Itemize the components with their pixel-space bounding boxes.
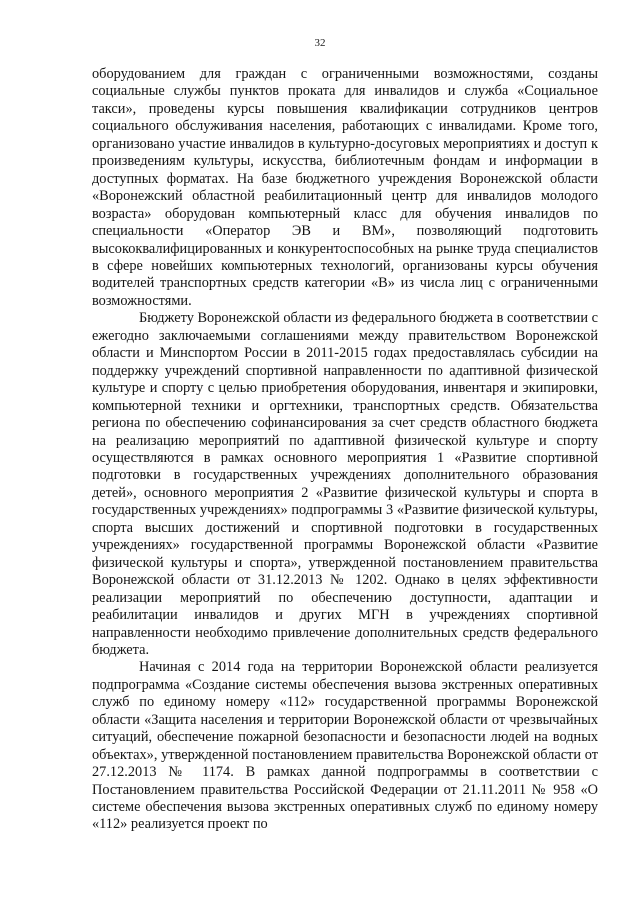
- paragraph-continuation: оборудованием для граждан с ограниченными возможностями, созданы социальные службы пунктов проката для инвалидов и служба «Социальное такси», проведены курсы повышения квалификации сотрудников центров социального обслуживания населения, работающих с инвалидами. Кроме того, организовано участие инвалидов в культурно-досуговых мероприятиях и доступ к произведениям культуры, искусства, библиотечным фондам и информации в доступных форматах. На базе бюджетного учреждения Воронежской области «Воронежский областной реабилитационный центр для инвалидов молодого возраста» оборудован компьютерный класс для обучения инвалидов по специальности «Оператор ЭВ и ВМ», позволяющий подготовить высококвалифицированных и конкурентоспособных на рынке труда специалистов в сфере новейших компьютерных технологий, организованы курсы обучения водителей транспортных средств категории «В» из числа лиц с ограниченными возможностями.: [92, 66, 598, 309]
- paragraph-112-service: Начиная с 2014 года на территории Воронежской области реализуется подпрограмма «Создание системы обеспечения вызова экстренных оперативных служб по единому номеру «112» государственной программы Воронежской области «Защита населения и территории Воронежской области от чрезвычайных ситуаций, обеспечение пожарной безопасности и безопасности людей на водных объектах», утвержденной постановлением правительства Воронежской области от 27.12.2013 № 1174. В рамках данной подпрограммы в соответствии с Постановлением правительства Российской Федерации от 21.11.2011 № 958 «О системе обеспечения вызова экстренных оперативных служб по единому номеру «112» реализуется проект по: [92, 659, 598, 833]
- page-number: 32: [314, 37, 326, 49]
- page-body: [92, 66, 598, 834]
- paragraph-sports-budget: Бюджету Воронежской области из федерального бюджета в соответствии с ежегодно заключаемыми соглашениями между правительством Воронежской области и Минспортом России в 2011-2015 годах предоставлялась субсидии на поддержку учреждений спортивной направленности по адаптивной физической культуре и спорту с целью приобретения оборудования, инвентаря и экипировки, компьютерной техники и оргтехники, транспортных средств. Обязательства региона по обеспечению софинансирования за счет средств областного бюджета на реализацию мероприятий по адаптивной физической культуре и спорту осуществляются в рамках основного мероприятия 1 «Развитие спортивной подготовки в государственных учреждениях дополнительного образования детей», основного мероприятия 2 «Развитие физической культуры и спорта в государственных учреждениях» подпрограммы 3 «Развитие физической культуры, спорта высших достижений и спортивной подготовки в государственных учреждениях» государственной программы Воронежской области «Развитие физической культуры и спорта», утвержденной постановлением правительства Воронежской области от 31.12.2013 № 1202. Однако в целях эффективности реализации мероприятий по обеспечению доступности, адаптации и реабилитации инвалидов и других МГН в учреждениях спортивной направленности необходимо привлечение дополнительных средств федерального бюджета.: [92, 310, 598, 658]
